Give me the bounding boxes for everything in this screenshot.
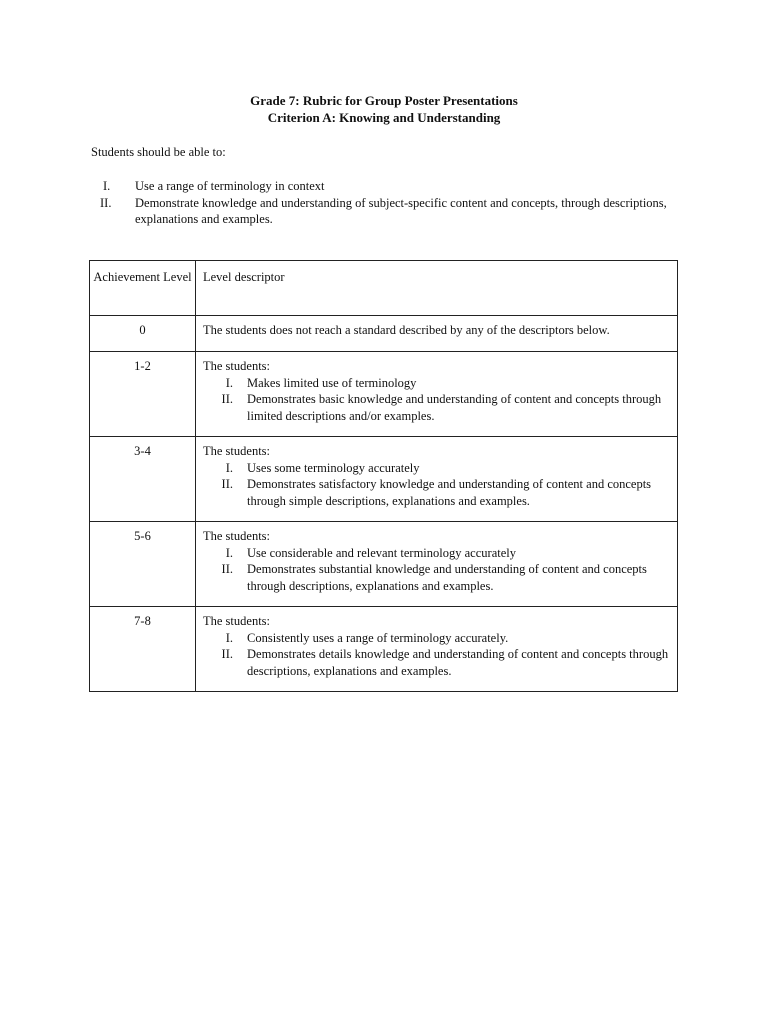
descriptor-item-text: Demonstrates substantial knowledge and understanding of content and concepts through descriptions, explanations and examples.: [247, 562, 647, 593]
table-header-row: [90, 261, 678, 316]
descriptor-cell: The students does not reach a standard described by any of the descriptors below.: [196, 316, 678, 352]
level-cell: 3-4: [90, 437, 196, 522]
descriptor-cell: [196, 522, 678, 607]
descriptor-cell: [196, 437, 678, 522]
objective-number: II.: [100, 195, 112, 210]
objectives-list: [91, 178, 671, 228]
level-cell: 1-2: [90, 352, 196, 437]
descriptor-item-text: Consistently uses a range of terminology accurately.: [247, 630, 509, 645]
level-cell: 7-8: [90, 607, 196, 692]
descriptor-item: [203, 375, 673, 392]
table-row: [90, 437, 678, 522]
descriptor-item-text: Demonstrates satisfactory knowledge and understanding of content and concepts through simple descriptions, explanations and examples.: [247, 477, 652, 508]
level-cell: 5-6: [90, 522, 196, 607]
header-descriptor-label: Level descriptor: [203, 270, 285, 284]
objective-item: [91, 195, 671, 228]
objective-item: [91, 178, 671, 195]
level-cell: 0: [90, 316, 196, 352]
descriptor-item-number: I.: [225, 460, 233, 475]
objective-text: Demonstrate knowledge and understanding of subject-specific content and concepts, through descriptions, explanations and examples.: [135, 195, 667, 226]
descriptor-item-text: Demonstrates basic knowledge and understanding of content and concepts through limited descriptions and/or examples.: [247, 392, 662, 423]
descriptor-cell: [196, 352, 678, 437]
rubric-table: [89, 260, 678, 692]
table-row: [90, 352, 678, 437]
descriptor-item-number: II.: [221, 392, 233, 406]
descriptor-intro: The students:: [203, 614, 271, 628]
descriptor-item: [203, 630, 673, 647]
descriptor-item: [203, 476, 673, 509]
descriptor-item-number: II.: [221, 647, 233, 661]
descriptor-item-text: Use considerable and relevant terminology accurately: [247, 545, 516, 560]
descriptor-item: [203, 460, 673, 477]
descriptor-item-number: II.: [221, 477, 233, 491]
header-descriptor-cell: [196, 261, 678, 316]
page-title: Grade 7: Rubric for Group Poster Presentations: [250, 93, 518, 108]
table-row: [90, 316, 678, 352]
page-subtitle: Criterion A: Knowing and Understanding: [267, 110, 501, 125]
objective-text: Use a range of terminology in context: [135, 179, 325, 193]
table-row: [90, 522, 678, 607]
descriptor-intro: The students:: [203, 444, 271, 458]
header-level-label: Achievement Level: [93, 270, 192, 284]
descriptor-item-number: II.: [221, 562, 233, 576]
descriptor-item-number: I.: [225, 630, 233, 645]
descriptor-item: [203, 646, 673, 679]
objective-number: I.: [103, 179, 111, 193]
descriptor-item: [203, 561, 673, 594]
table-row: [90, 607, 678, 692]
intro-text: Students should be able to:: [91, 145, 226, 159]
descriptor-item-text: Uses some terminology accurately: [247, 460, 420, 475]
header-level-cell: [90, 261, 196, 316]
descriptor-item: [203, 391, 673, 424]
descriptor-item-number: I.: [225, 545, 233, 560]
descriptor-item: [203, 545, 673, 562]
descriptor-item-text: Demonstrates details knowledge and understanding of content and concepts through descriptions, explanations and examples.: [247, 647, 669, 678]
descriptor-item-number: I.: [225, 375, 233, 390]
descriptor-intro: The students:: [203, 359, 271, 373]
descriptor-intro: The students:: [203, 529, 271, 543]
descriptor-cell: [196, 607, 678, 692]
descriptor-item-text: Makes limited use of terminology: [247, 375, 417, 390]
